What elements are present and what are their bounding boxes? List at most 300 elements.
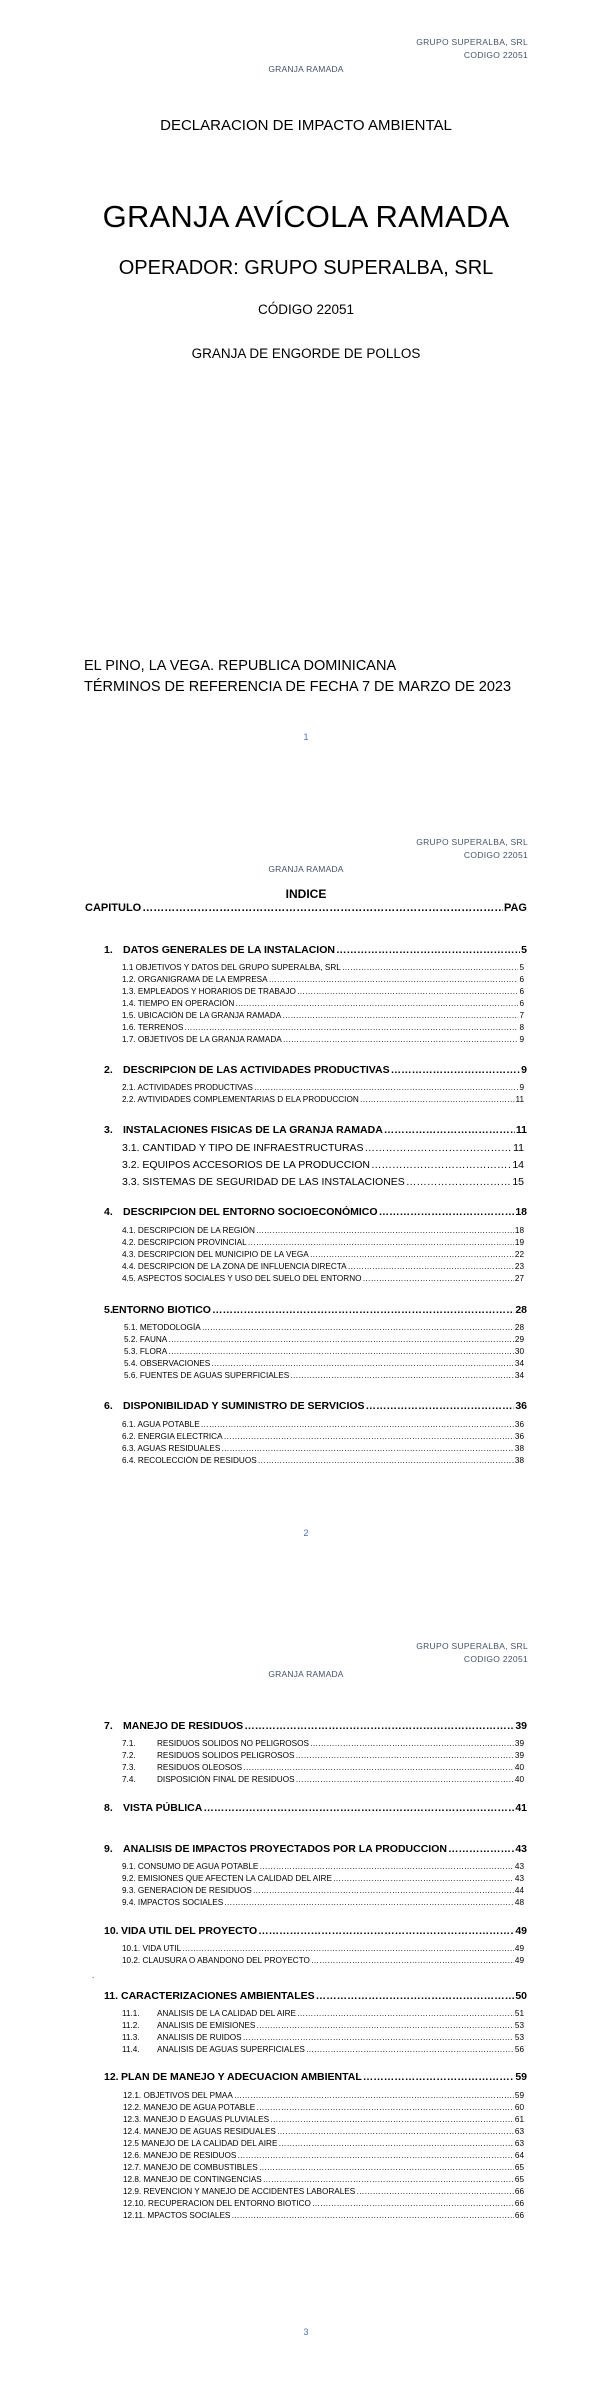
toc-page-number: 63 (514, 2139, 524, 2148)
toc-page-number: 14 (512, 1159, 524, 1171)
toc-entry-label (104, 1925, 257, 1937)
leader-dots (363, 2071, 515, 2083)
leader-dots (253, 1886, 514, 1895)
toc-entry-text: ANALISIS DE EMISIONES (157, 2021, 256, 2030)
toc-entry-label (122, 1238, 247, 1247)
toc-entry-label (122, 1739, 309, 1748)
toc-page-number: 64 (514, 2151, 524, 2160)
leader-dots (224, 1432, 514, 1441)
cover-code: CÓDIGO 22051 (257, 302, 355, 317)
toc-page-number: 11 (513, 1142, 524, 1154)
toc-item-row[interactable] (122, 1420, 524, 1429)
toc-item-row[interactable] (122, 987, 524, 996)
leader-dots (316, 1990, 515, 2002)
toc-entry-text: INSTALACIONES FISICAS DE LA GRANJA RAMADA (123, 1124, 383, 1136)
toc-item-row[interactable] (122, 975, 524, 984)
toc-item-row[interactable] (123, 2091, 524, 2100)
toc-entry-text: 4.4. DESCRIPCION DE LA ZONA DE INFLUENCIA DIRECTA (122, 1262, 347, 1271)
toc-page-number: 53 (514, 2021, 524, 2030)
leader-dots (168, 1335, 514, 1344)
toc-entry-label (122, 1176, 405, 1188)
toc-entry-label (122, 2045, 305, 2054)
toc-entry-label (123, 2163, 258, 2172)
toc-item-row[interactable] (122, 1751, 524, 1760)
index-column-header (85, 902, 527, 914)
toc-page-number: 66 (514, 2187, 524, 2196)
header-farm: GRANJA RAMADA (268, 64, 344, 74)
toc-entry-text: 12.10. RECUPERACION DEL ENTORNO BIOTICO (123, 2199, 311, 2208)
toc-item-row[interactable] (123, 2199, 524, 2208)
cover-location: EL PINO, LA VEGA. REPUBLICA DOMINICANA (84, 658, 397, 674)
toc-item-row[interactable] (122, 1763, 524, 1772)
toc-entry-label (122, 1250, 309, 1259)
toc-page-number: 63 (514, 2127, 524, 2136)
leader-dots (243, 2033, 514, 2042)
toc-item-row[interactable] (122, 1274, 524, 1283)
toc-item-row[interactable] (122, 1159, 524, 1171)
toc-entry-label (104, 1843, 447, 1855)
toc-chapter-row[interactable] (104, 1990, 527, 2002)
toc-entry-label (124, 1323, 201, 1332)
toc-entry-text: 6.1. AGUA POTABLE (122, 1420, 200, 1429)
toc-item-row[interactable] (122, 1083, 524, 1092)
toc-entry-text: CARACTERIZACIONES AMBIENTALES (121, 1990, 315, 2002)
leader-dots (365, 1142, 513, 1154)
toc-entry-label (122, 1763, 242, 1772)
toc-entry-text: DESCRIPCION DE LAS ACTIVIDADES PRODUCTIVAS (123, 1064, 390, 1076)
leader-dots (306, 2045, 514, 2054)
toc-page-number: 66 (514, 2211, 524, 2220)
header-company: GRUPO SUPERALBA, SRL (416, 1641, 528, 1651)
leader-dots (342, 963, 519, 972)
toc-chapter-row[interactable] (104, 944, 527, 956)
leader-dots (283, 1035, 519, 1044)
toc-page-number: 38 (514, 1444, 524, 1453)
toc-entry-label (104, 1400, 365, 1412)
toc-entry-text: 10.1. VIDA UTIL (122, 1944, 182, 1953)
header-farm: GRANJA RAMADA (268, 1669, 344, 1679)
toc-entry-label (104, 1304, 211, 1316)
toc-item-row[interactable] (122, 1944, 524, 1953)
toc-item-row[interactable] (122, 1142, 524, 1154)
toc-page-number: 36 (515, 1400, 527, 1412)
toc-item-row[interactable] (123, 2115, 524, 2124)
toc-item-row[interactable] (122, 1262, 524, 1271)
toc-page-number: 11 (515, 1095, 524, 1104)
toc-entry-text: 4.1. DESCRIPCION DE LA REGIÓN (122, 1226, 255, 1235)
toc-entry-label (104, 1124, 383, 1136)
toc-item-row[interactable] (122, 1432, 524, 1441)
toc-chapter-row[interactable] (104, 1925, 527, 1937)
toc-item-row[interactable] (124, 1335, 524, 1344)
toc-page-number: 40 (514, 1775, 524, 1784)
toc-item-row[interactable] (122, 1775, 524, 1784)
toc-entry-number: 7.3. (122, 1763, 136, 1772)
leader-dots (259, 1862, 514, 1871)
toc-entry-number: 5. (104, 1304, 113, 1316)
toc-item-row[interactable] (122, 1444, 524, 1453)
toc-entry-text: DATOS GENERALES DE LA INSTALACION (123, 944, 335, 956)
toc-entry-number: 7.4. (122, 1775, 136, 1784)
toc-item-row[interactable] (122, 1176, 524, 1188)
leader-dots (212, 1304, 514, 1316)
toc-entry-label (122, 1432, 223, 1441)
toc-chapter-row[interactable] (104, 1064, 527, 1076)
header-code: CODIGO 22051 (463, 50, 528, 60)
toc-page-number: 49 (514, 1956, 524, 1965)
leader-dots (348, 1262, 514, 1271)
toc-item-row[interactable] (123, 2187, 524, 2196)
toc-page-number: 5 (519, 963, 524, 972)
toc-entry-text: 12.4. MANEJO DE AGUAS RESIDUALES (123, 2127, 276, 2136)
toc-page-number: 22 (514, 1250, 524, 1259)
toc-item-row[interactable] (122, 2009, 524, 2018)
toc-item-row[interactable] (122, 1023, 524, 1032)
leader-dots (256, 1226, 514, 1235)
toc-item-row[interactable] (122, 1874, 524, 1883)
toc-item-row[interactable] (122, 1862, 524, 1871)
toc-entry-text: 9.3. GENERACION DE RESIDUOS (122, 1886, 252, 1895)
toc-entry-text: ANALISIS DE LA CALIDAD DEL AIRE (157, 2009, 296, 2018)
toc-entry-number: 11. (104, 1990, 119, 2002)
toc-chapter-row[interactable] (104, 1124, 527, 1136)
toc-entry-number: 11.1. (122, 2009, 140, 2018)
leader-dots (379, 1206, 515, 1218)
toc-entry-text: 1.1 OBJETIVOS Y DATOS DEL GRUPO SUPERALBA, SRL (122, 963, 341, 972)
toc-entry-text: 5.3. FLORA (124, 1347, 168, 1356)
leader-dots (235, 999, 518, 1008)
leader-dots (310, 1250, 514, 1259)
toc-chapter-row[interactable] (104, 1400, 527, 1412)
toc-entry-text: 6.2. ENERGIA ELECTRICA (122, 1432, 223, 1441)
toc-entry-label (122, 1083, 253, 1092)
leader-dots (168, 1347, 514, 1356)
leader-dots (391, 1064, 521, 1076)
leader-dots (297, 987, 519, 996)
toc-entry-text: 9.1. CONSUMO DE AGUA POTABLE (122, 1862, 259, 1871)
toc-page-number: 28 (515, 1304, 527, 1316)
leader-dots (371, 1159, 511, 1171)
toc-page-number: 27 (514, 1274, 524, 1283)
toc-entry-label (104, 1990, 315, 2002)
toc-entry-label (104, 1802, 202, 1814)
toc-entry-text: 12.9. REVENCION Y MANEJO DE ACCIDENTES LABORALES (123, 2187, 356, 2196)
toc-entry-text: DISPOSICIÓN FINAL DE RESIDUOS (157, 1775, 295, 1784)
leader-dots (384, 1124, 515, 1136)
toc-item-row[interactable] (122, 1739, 524, 1748)
toc-item-row[interactable] (124, 1323, 524, 1332)
toc-item-row[interactable] (122, 1886, 524, 1895)
toc-item-row[interactable] (122, 1238, 524, 1247)
cover-location-block (84, 656, 511, 698)
toc-item-row[interactable] (122, 1956, 524, 1965)
toc-entry-text: 3.1. CANTIDAD Y TIPO DE INFRAESTRUCTURAS (122, 1142, 364, 1154)
toc-item-row[interactable] (123, 2127, 524, 2136)
leader-dots (256, 2103, 514, 2112)
toc-entry-label (122, 1011, 281, 1020)
leader-dots (234, 2091, 514, 2100)
toc-chapter-row[interactable] (104, 1843, 527, 1855)
toc-entry-text: VISTA PÚBLICA (123, 1802, 203, 1814)
toc-item-row[interactable] (122, 1250, 524, 1259)
toc-item-row[interactable] (122, 2033, 524, 2042)
toc-entry-label (123, 2103, 255, 2112)
toc-page-number: 49 (514, 1944, 524, 1953)
toc-page-number: 39 (514, 1739, 524, 1748)
toc-entry-label (104, 2071, 362, 2083)
toc-page-number: 59 (515, 2071, 527, 2083)
toc-entry-label (122, 2021, 255, 2030)
page-1 (0, 0, 612, 792)
toc-entry-text: 5.4. OBSERVACIONES (124, 1359, 211, 1368)
toc-page-number: 60 (514, 2103, 524, 2112)
toc-entry-text: 6.3. AGUAS RESIDUALES (122, 1444, 221, 1453)
doc-type: DECLARACION DE IMPACTO AMBIENTAL (160, 117, 452, 134)
toc-entry-label (123, 2187, 355, 2196)
header-company: GRUPO SUPERALBA, SRL (416, 37, 528, 47)
leader-dots (312, 2199, 514, 2208)
leader-dots (237, 2151, 514, 2160)
page-2 (0, 797, 612, 1592)
toc-entry-label (122, 1023, 183, 1032)
toc-item-row[interactable] (124, 1371, 524, 1380)
leader-dots (259, 2163, 514, 2172)
toc-item-row[interactable] (124, 1347, 524, 1356)
toc-page-number: 30 (514, 1347, 524, 1356)
toc-page-number: 43 (514, 1862, 524, 1871)
toc-item-row[interactable] (123, 2103, 524, 2112)
toc-entry-label (122, 1874, 332, 1883)
toc-page-number: 34 (514, 1371, 524, 1380)
toc-entry-label (104, 1064, 390, 1076)
toc-chapter-row[interactable] (104, 1206, 527, 1218)
toc-entry-label (122, 1095, 359, 1104)
toc-item-row[interactable] (122, 1011, 524, 1020)
cover-title: GRANJA AVÍCOLA RAMADA (102, 199, 510, 234)
toc-entry-label (122, 1456, 257, 1465)
header-code: CODIGO 22051 (463, 850, 528, 860)
toc-item-row[interactable] (122, 999, 524, 1008)
toc-entry-text: DISPONIBILIDAD Y SUMINISTRO DE SERVICIOS (123, 1400, 365, 1412)
toc-entry-number: 1. (104, 944, 113, 956)
toc-page-number: 6 (519, 999, 524, 1008)
toc-entry-label (122, 1956, 310, 1965)
leader-dots (203, 1802, 514, 1814)
toc-chapter-row[interactable] (104, 1802, 527, 1814)
toc-page-number: 59 (514, 2091, 524, 2100)
toc-page-number: 11 (515, 1124, 527, 1136)
toc-item-row[interactable] (122, 2045, 524, 2054)
toc-entry-text: VIDA UTIL DEL PROYECTO (121, 1925, 258, 1937)
leader-dots (254, 1083, 519, 1092)
toc-page-number: 38 (514, 1456, 524, 1465)
page-number: 1 (303, 732, 309, 742)
toc-item-row[interactable] (122, 1456, 524, 1465)
leader-dots (248, 1238, 514, 1247)
toc-entry-text: 1.2. ORGANIGRAMA DE LA EMPRESA (122, 975, 268, 984)
toc-entry-number: 3. (104, 1124, 113, 1136)
toc-item-row[interactable] (122, 1095, 524, 1104)
toc-item-row[interactable] (122, 1226, 524, 1235)
leader-dots (356, 2187, 514, 2196)
toc-page-number: 66 (514, 2199, 524, 2208)
toc-entry-label (122, 1142, 364, 1154)
toc-entry-label (122, 2033, 242, 2042)
toc-page-number: 28 (514, 1323, 524, 1332)
leader-dots (243, 1763, 514, 1772)
toc-entry-text: 12.3. MANEJO D EAGUAS PLUVIALES (123, 2115, 270, 2124)
toc-page-number: 61 (514, 2115, 524, 2124)
toc-page-number: 50 (515, 1990, 527, 2002)
toc-entry-label (122, 963, 341, 972)
toc-entry-text: 1.5. UBICACIÓN DE LA GRANJA RAMADA (122, 1011, 282, 1020)
toc-entry-label (123, 2175, 262, 2184)
header-company: GRUPO SUPERALBA, SRL (416, 837, 528, 847)
toc-chapter-row[interactable] (104, 2071, 527, 2083)
leader-dots (290, 1371, 514, 1380)
leader-dots (311, 1956, 514, 1965)
toc-entry-text: 3.3. SISTEMAS DE SEGURIDAD DE LAS INSTALACIONES (122, 1176, 405, 1188)
toc-entry-label (123, 2151, 236, 2160)
toc-entry-label (122, 999, 234, 1008)
toc-entry-text: MANEJO DE RESIDUOS (123, 1720, 244, 1732)
toc-entry-text: 3.2. EQUIPOS ACCESORIOS DE LA PRODUCCION (122, 1159, 370, 1171)
toc-entry-number: 7.1. (122, 1739, 136, 1748)
toc-page-number: 44 (514, 1886, 524, 1895)
toc-entry-number: 11.3. (122, 2033, 140, 2042)
toc-item-row[interactable] (122, 2021, 524, 2030)
toc-entry-label (122, 1862, 258, 1871)
toc-entry-text: 4.3. DESCRIPCION DEL MUNICIPIO DE LA VEGA (122, 1250, 309, 1259)
toc-entry-text: 9.4. IMPACTOS SOCIALES (122, 1898, 224, 1907)
leader-dots (256, 2021, 514, 2030)
leader-dots (277, 2127, 514, 2136)
toc-page-number: 9 (521, 1064, 527, 1076)
toc-entry-text: 2.1. ACTIVIDADES PRODUCTIVAS (122, 1083, 253, 1092)
page-header-company (416, 836, 528, 862)
toc-page-number: 34 (514, 1359, 524, 1368)
toc-item-row[interactable] (123, 2151, 524, 2160)
leader-dots (224, 1898, 514, 1907)
toc-item-row[interactable] (124, 1359, 524, 1368)
toc-entry-label (104, 1720, 243, 1732)
toc-entry-label (123, 2127, 276, 2136)
page-3 (0, 1597, 612, 2386)
toc-page-number: 43 (514, 1874, 524, 1883)
toc-page-number: 51 (514, 2009, 524, 2018)
leader-dots (297, 2009, 514, 2018)
toc-item-row[interactable] (122, 963, 524, 972)
leader-dots (336, 944, 520, 956)
toc-page-number: 53 (514, 2033, 524, 2042)
toc-entry-label (122, 1444, 220, 1453)
toc-entry-label (122, 1159, 370, 1171)
page-number: 2 (303, 1528, 309, 1538)
toc-entry-text: 12.6. MANEJO DE RESIDUOS (123, 2151, 237, 2160)
toc-entry-text: ENTORNO BIOTICO (112, 1304, 211, 1316)
toc-entry-text: 12.11. MPACTOS SOCIALES (123, 2211, 231, 2220)
toc-entry-text: 5.2. FAUNA (124, 1335, 168, 1344)
leader-dots (201, 1420, 514, 1429)
toc-entry-number: 11.2. (122, 2021, 140, 2030)
toc-entry-label (122, 1420, 200, 1429)
cover-terms: TÉRMINOS DE REFERENCIA DE FECHA 7 DE MARZO DE 2023 (84, 679, 512, 695)
leader-dots (360, 1095, 515, 1104)
toc-item-row[interactable] (123, 2211, 524, 2220)
toc-entry-text: 1.7. OBJETIVOS DE LA GRANJA RAMADA (122, 1035, 282, 1044)
toc-entry-label (122, 1944, 181, 1953)
toc-entry-label (124, 1371, 289, 1380)
toc-entry-label (104, 1206, 378, 1218)
toc-entry-number: 4. (104, 1206, 113, 1218)
toc-page-number: 56 (514, 2045, 524, 2054)
toc-page-number: 40 (514, 1763, 524, 1772)
toc-entry-label (122, 975, 268, 984)
toc-entry-text: ANALISIS DE RUIDOS (157, 2033, 242, 2042)
toc-entry-text: 4.5. ASPECTOS SOCIALES Y USO DEL SUELO DEL ENTORNO (122, 1274, 362, 1283)
leader-dots (296, 1775, 514, 1784)
toc-item-row[interactable] (122, 1035, 524, 1044)
toc-page-number: 18 (514, 1226, 524, 1235)
toc-entry-number: 9. (104, 1843, 113, 1855)
toc-entry-label (123, 2211, 230, 2220)
toc-entry-text: 9.2. EMISIONES QUE AFECTEN LA CALIDAD DEL AIRE (122, 1874, 332, 1883)
toc-entry-label (104, 944, 335, 956)
toc-entry-text: ANALISIS DE IMPACTOS PROYECTADOS POR LA PRODUCCION (123, 1843, 447, 1855)
toc-entry-label (124, 1347, 167, 1356)
toc-entry-text: 12.5 MANEJO DE LA CALIDAD DEL AIRE (123, 2139, 278, 2148)
toc-chapter-row[interactable] (104, 1720, 527, 1732)
toc-entry-label (124, 1335, 167, 1344)
toc-entry-text: 10.2. CLAUSURA O ABANDONO DEL PROYECTO (122, 1956, 310, 1965)
toc-entry-text: 1.3. EMPLEADOS Y HORARIOS DE TRABAJO (122, 987, 296, 996)
toc-entry-label (123, 2199, 311, 2208)
toc-entry-label (123, 2091, 233, 2100)
header-code: CODIGO 22051 (463, 1654, 528, 1664)
toc-entry-text: 12.8. MANEJO DE CONTINGENCIAS (123, 2175, 262, 2184)
toc-item-row[interactable] (123, 2139, 524, 2148)
toc-item-row[interactable] (123, 2163, 524, 2172)
toc-entry-label (122, 1262, 347, 1271)
page-number: 3 (303, 2327, 309, 2337)
leader-dots (269, 975, 519, 984)
page-header-company (416, 1640, 528, 1666)
toc-entry-label (122, 1226, 255, 1235)
leader-dots (244, 1720, 514, 1732)
toc-page-number: 29 (514, 1335, 524, 1344)
leader-dots (263, 2175, 514, 2184)
toc-entry-label (123, 2115, 269, 2124)
toc-page-number: 39 (514, 1751, 524, 1760)
toc-page-number: 5 (521, 944, 527, 956)
toc-entry-text: 5.6. FUENTES DE AGUAS SUPERFICIALES (124, 1371, 290, 1380)
toc-item-row[interactable] (122, 1898, 524, 1907)
toc-entry-text: 1.6. TERRENOS (122, 1023, 184, 1032)
toc-entry-text: DESCRIPCION DEL ENTORNO SOCIOECONÓMICO (123, 1206, 378, 1218)
toc-item-row[interactable] (123, 2175, 524, 2184)
toc-page-number: 43 (515, 1843, 527, 1855)
toc-page-number: 18 (515, 1206, 527, 1218)
toc-page-number: 49 (515, 1925, 527, 1937)
toc-page-number: 65 (514, 2175, 524, 2184)
toc-chapter-row[interactable] (104, 1304, 527, 1316)
leader-dots (282, 1011, 518, 1020)
toc-entry-label (122, 1886, 252, 1895)
toc-entry-text: 2.2. AVTIVIDADES COMPLEMENTARIAS D ELA PRODUCCION (122, 1095, 359, 1104)
toc-entry-label (124, 1359, 210, 1368)
toc-entry-text: 12.1. OBJETIVOS DEL PMAA (123, 2091, 233, 2100)
toc-entry-text: RESIDUOS OLEOSOS (157, 1763, 243, 1772)
